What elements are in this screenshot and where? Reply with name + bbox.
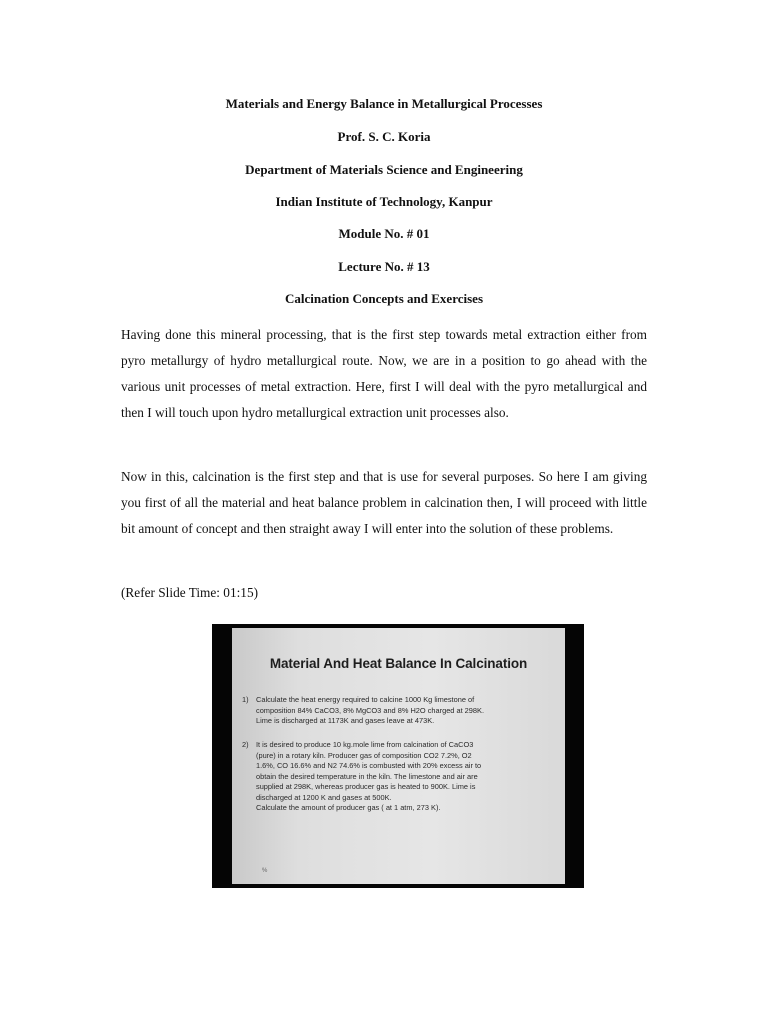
lecture-number: Lecture No. # 13 [338, 259, 430, 274]
slide-title: Material And Heat Balance In Calcination [269, 656, 528, 671]
slide-problem-1 [242, 695, 560, 729]
module-number: Module No. # 01 [338, 226, 430, 241]
lecture-slide-image [212, 624, 584, 888]
problem-text: It is desired to produce 10 kg.mole lime from calcination of CaCO3 (pure) in a rotary kiln. Producer gas of composition CO2 7.2%, O2 1.6%, CO 16.6% and N2 74.6% is combusted with 20% excess air to obtain the desired temperature in the kiln. The limestone and air are supplied at 298K, whereas producer gas is heated to 900K. Lime is discharged at 1200 K and gases at 500K. Calculate the amount of producer gas ( at 1 atm, 273 K). [256, 740, 482, 812]
paragraph-intro: Having done this mineral processing, that is the first step towards metal extraction either from pyro metallurgy of hydro metallurgical route. Now, we are in a position to go ahead with the various unit processes of metal extraction. Here, first I will deal with the pyro metallurgical and then I will touch upon hydro metallurgical extraction unit processes also. [121, 327, 647, 420]
slide-corner-mark: % [262, 868, 268, 874]
problem-number: 1) [242, 695, 249, 704]
slide-problem-2 [242, 740, 560, 818]
paragraph-calcination: Now in this, calcination is the first step and that is use for several purposes. So here I am giving you first of all the material and heat balance problem in calcination then, I will proceed with little bit amount of concept and then straight away I will enter into the solution of these problems. [121, 469, 647, 536]
institute-name: Indian Institute of Technology, Kanpur [275, 194, 493, 209]
course-title: Materials and Energy Balance in Metallurgical Processes [225, 96, 543, 111]
refer-slide-time: (Refer Slide Time: 01:15) [121, 585, 259, 600]
slide-content [232, 628, 565, 884]
lecture-topic: Calcination Concepts and Exercises [284, 291, 483, 306]
department-name: Department of Materials Science and Engineering [245, 162, 523, 177]
problem-number: 2) [242, 740, 249, 749]
problem-text: Calculate the heat energy required to calcine 1000 Kg limestone of composition 84% CaCO3, 8% MgCO3 and 8% H2O charged at 298K. Lime is discharged at 1173K and gases leave at 473K. [256, 695, 484, 725]
professor-name: Prof. S. C. Koria [337, 129, 431, 144]
